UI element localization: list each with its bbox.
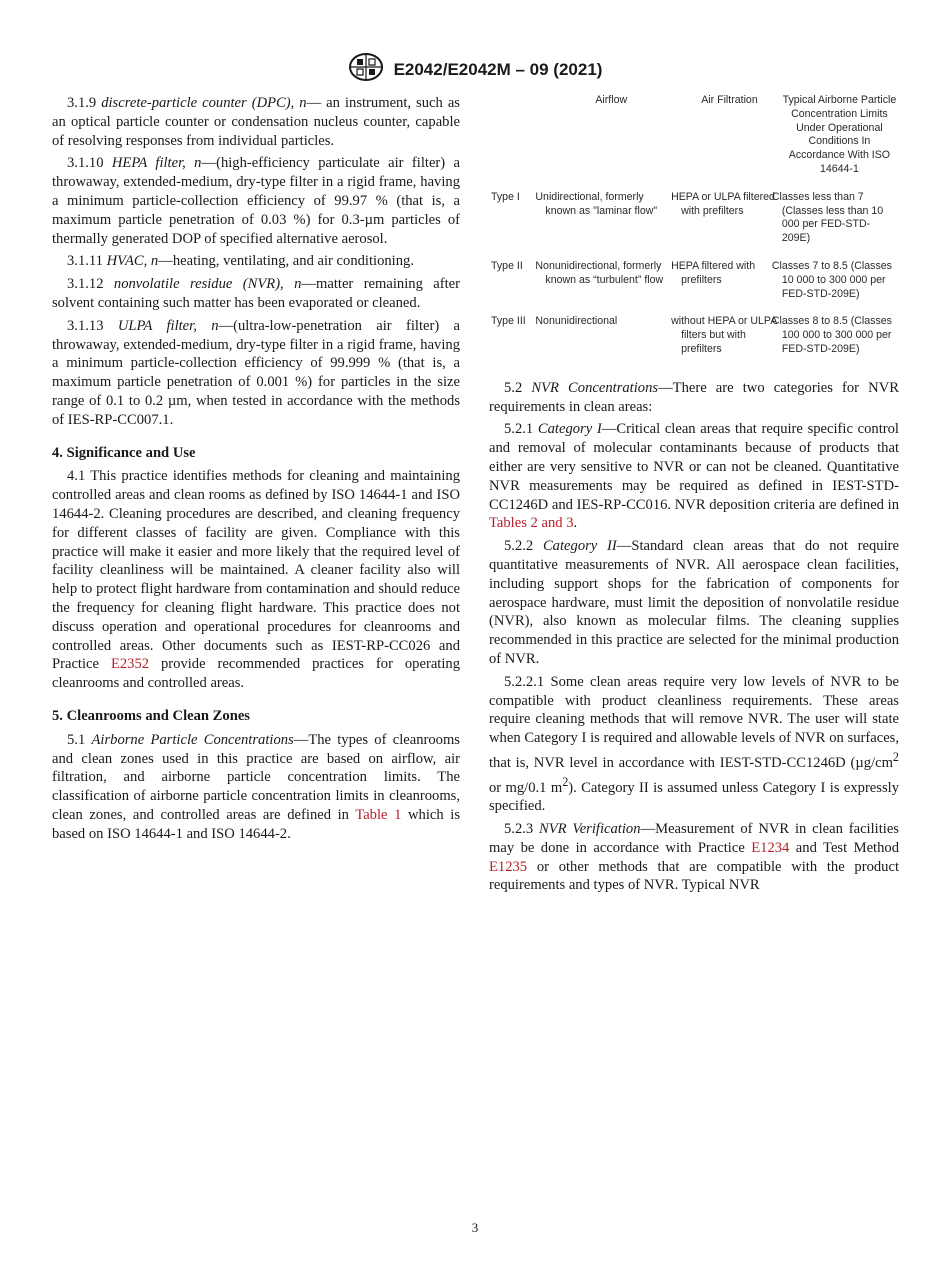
- table-cell-filtration: HEPA or ULPA filtered with prefilters: [671, 190, 775, 217]
- paragraph-5-2-2: 5.2.2 Category II—Standard clean areas that do not require quantitative measurements of NVR. All aerospace clean facilities, including support shops for the fabrication of components for aerospace hardware, must limit the deposition of nonvolatile residue (NVR), also known as molecular films. The cleaning supplies recommended in this practice are selected for the minimal production of NVR.: [489, 538, 899, 667]
- table-1-cleanroom-types: [489, 94, 899, 371]
- table-row: [489, 191, 899, 260]
- link-e1235[interactable]: E1235: [489, 858, 528, 875]
- link-table-1[interactable]: Table 1: [355, 806, 402, 823]
- table-cell-limits: Classes 7 to 8.5 (Classes 10 000 to 300 000 per FED-STD-209E): [771, 259, 892, 300]
- left-column: [52, 94, 460, 847]
- table-cell-type: Type III: [491, 315, 526, 328]
- paragraph-3-1-13: 3.1.13 ULPA filter, n—(ultra-low-penetration air filter) a throwaway, extended-medium, dry-type filter in a rigid frame, having a minimum particle-collection efficiency of 99.999 % (that is, a maximum particle penetration of 0.001 %) for particles in the size range of 0.1 to 0.2 µm, when tested in accordance with the methods of IES-RP-CC007.1.: [52, 317, 460, 428]
- paragraph-3-1-9: 3.1.9 discrete-particle counter (DPC), n— an instrument, such as an optical particle counter or condensation nucleus counter, capable of resolving responses from individual particles.: [52, 95, 460, 149]
- paragraph-5-2-2-1: 5.2.2.1 Some clean areas require very low levels of NVR to be compatible with product cleanliness requirements. These areas require cleaning methods that will remove NVR. The user will state when Category I is required and allowable levels of NVR on surfaces, that is, NVR level in accordance with IEST-STD-CC1246D ($\mu g/cm^2$ or mg/0.1 $m^2$). Category II is assumed unless Category I is expressly specified.: [489, 673, 899, 815]
- paragraph-5-2-1: 5.2.1 Category I—Critical clean areas that require specific control and removal of molecular contaminants because of products that either are very sensitive to NVR or can not be cleaned. Quantitative NVR measurements may be required as defined in IEST-STD-CC1246D and IES-RP-CC016. NVR deposition criteria are defined in Tables 2 and 3.: [489, 421, 899, 532]
- link-e1234[interactable]: E1234: [751, 839, 790, 856]
- table-cell-type: Type II: [491, 259, 523, 272]
- right-column: [489, 94, 899, 899]
- table-header-cell: [489, 94, 543, 191]
- page-header: [0, 52, 950, 87]
- table-cell-airflow: Unidirectional, formerly known as "laminar flow": [535, 190, 658, 217]
- table-row: [489, 315, 899, 370]
- paragraph-5-2: 5.2 NVR Concentrations—There are two categories for NVR requirements in clean areas:: [489, 379, 899, 415]
- table-cell-limits: Classes 8 to 8.5 (Classes 100 000 to 300 000 per FED-STD-209E): [771, 315, 892, 355]
- table-cell-filtration: without HEPA or ULPA filters but with prefilters: [671, 315, 777, 355]
- table-cell-airflow: Nonunidirectional, formerly known as “turbulent” flow: [535, 259, 664, 286]
- table-cell-type: Type I: [491, 190, 520, 203]
- paragraph-4-1: 4.1 This practice identifies methods for cleaning and maintaining controlled areas and clean rooms as defined by ISO 14644-1 and ISO 14644-2. Cleaning procedures are described, and cleaning frequency for different classes of facility are given. Compliance with this practice will make it easier and more likely that the required level of facility cleanliness will be maintained. A cleaner facility also will help to protect flight hardware from contamination and should reduce the frequency for cleaning flight hardware. This practice does not discuss operation and operational procedures for cleanrooms and controlled areas. Other documents such as IEST-RP-CC026 and Practice E2352 provide recommended practices for operating cleanrooms and controlled areas.: [52, 468, 460, 692]
- document-designation: E2042/E2042M – 09 (2021): [393, 59, 603, 79]
- paragraph-3-1-12: 3.1.12 nonvolatile residue (NVR), n—matter remaining after solvent containing such matter has been evaporated or cleaned.: [52, 276, 460, 311]
- paragraph-5-1: 5.1 Airborne Particle Concentrations—The types of cleanrooms and clean zones used in this practice are based on airflow, air filtration, and airborne particle concentration limits. The classification of airborne particle concentration limits in cleanrooms, clean zones, and controlled areas are defined in Table 1 which is based on ISO 14644-1 and ISO 14644-2.: [52, 731, 461, 842]
- table-header-row: [489, 94, 899, 191]
- link-tables-2-and-3[interactable]: Tables 2 and 3: [489, 515, 574, 532]
- table-header-cell: Typical Airborne Particle Concentration Limits Under Operational Conditions In Accordance With ISO 14644-1: [782, 94, 897, 175]
- link-e2352[interactable]: E2352: [110, 656, 150, 673]
- table-header-cell: Air Filtration: [701, 94, 758, 106]
- page-number: 3: [471, 1220, 479, 1235]
- paragraph-5-2-3: 5.2.3 NVR Verification—Measurement of NVR in clean facilities may be done in accordance with Practice E1234 and Test Method E1235 or other methods that are compatible with the product requirements and types of NVR. Typical NVR: [489, 821, 899, 894]
- paragraph-3-1-11: 3.1.11 HVAC, n—heating, ventilating, and air conditioning.: [67, 253, 414, 270]
- section-5-heading: 5. Cleanrooms and Clean Zones: [52, 707, 250, 724]
- table-row: [489, 260, 899, 315]
- table-cell-filtration: HEPA filtered with prefilters: [671, 259, 756, 286]
- paragraph-3-1-10: 3.1.10 HEPA filter, n—(high-efficiency particulate air filter) a throwaway, extended-medium, dry-type filter in a rigid frame, having a minimum particle-collection efficiency of 99.97 % (that is, a maximum particle penetration of 0.03 %) for 0.3-µm particles of thermally generated DOP of specified alternative aerosol.: [52, 155, 461, 247]
- astm-logo-icon: [348, 52, 384, 87]
- table-header-cell: Airflow: [595, 94, 628, 106]
- table-cell-airflow: Nonunidirectional: [535, 315, 618, 328]
- table-cell-limits: Classes less than 7 (Classes less than 10 000 per FED-STD-209E): [771, 190, 884, 245]
- section-4-heading: 4. Significance and Use: [52, 444, 196, 461]
